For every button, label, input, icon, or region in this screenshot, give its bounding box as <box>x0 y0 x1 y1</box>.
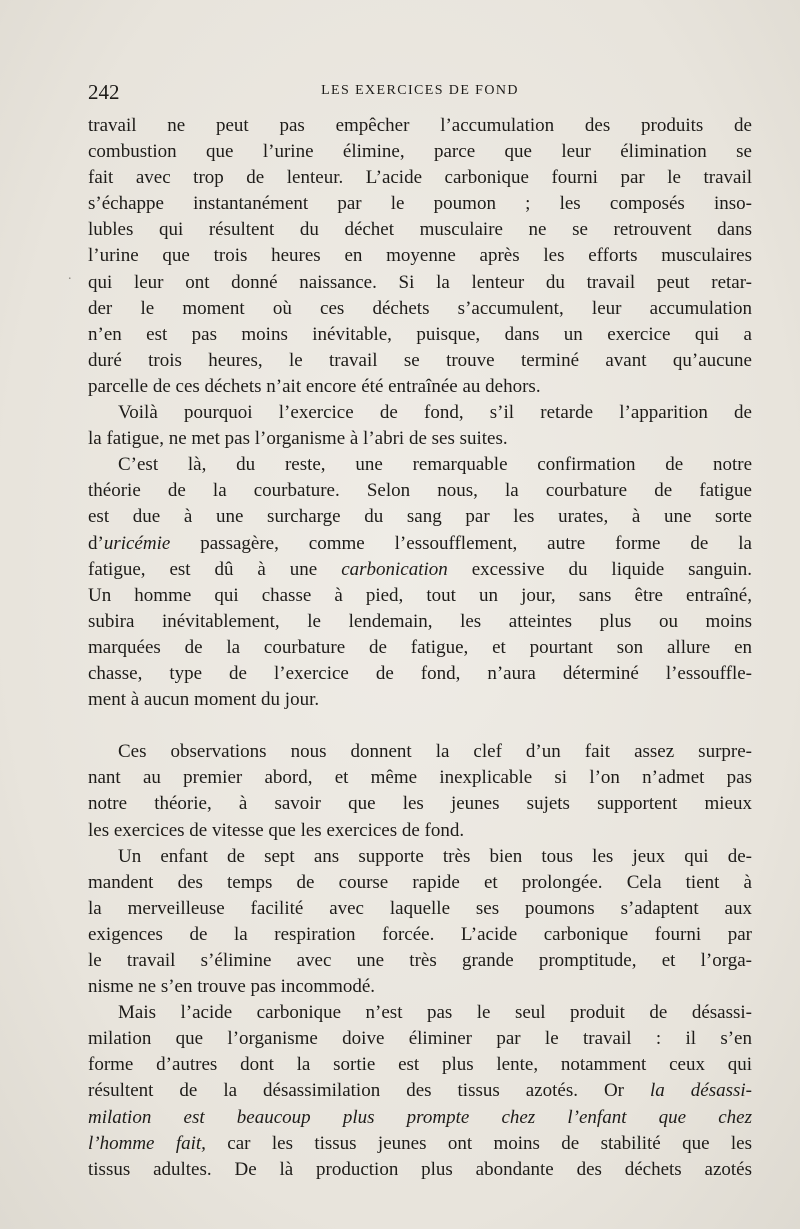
text-line: la fatigue, ne met pas l’organisme à l’abri de ses suites. <box>88 428 508 450</box>
text-fragment: car les tissus jeunes ont moins de stabilité que les <box>205 1132 752 1154</box>
text-line: duré trois heures, le travail se trouve terminé avant qu’aucune <box>88 349 752 371</box>
text-line: mandent des temps de course rapide et prolongée. Cela tient à <box>88 871 752 893</box>
text-fragment: excessive du liquide sanguin. <box>447 558 752 580</box>
page-number: 242 <box>88 80 120 104</box>
text-line: notre théorie, à savoir que les jeunes sujets supportent mieux <box>88 793 752 815</box>
text-line: qui leur ont donné naissance. Si la lenteur du travail peut retar- <box>88 271 752 293</box>
text-line-uricemie <box>88 531 752 557</box>
text-line: Mais l’acide carbonique n’est pas le seul produit de désassi- <box>118 1002 752 1024</box>
text-line: der le moment où ces déchets s’accumulent, leur accumulation <box>88 297 752 319</box>
text-line-italic <box>88 1105 752 1131</box>
text-line: C’est là, du reste, une remarquable confirmation de notre <box>118 454 752 476</box>
text-fragment: passagère, comme l’essoufflement, autre forme de la <box>170 532 752 554</box>
text-line: parcelle de ces déchets n’ait encore été entraînée au dehors. <box>88 375 541 397</box>
text-line: combustion que l’urine élimine, parce que leur élimination se <box>88 141 752 163</box>
italic-phrase: la désassi- <box>650 1080 753 1102</box>
italic-phrase: milation est beaucoup plus prompte chez l’enfant que chez <box>88 1106 752 1128</box>
section-break <box>88 713 752 739</box>
text-line: forme d’autres dont la sortie est plus lente, notamment ceux qui <box>88 1054 752 1076</box>
running-head: LES EXERCICES DE FOND <box>321 83 519 98</box>
text-line: exigences de la respiration forcée. L’acide carbonique fourni par <box>88 923 752 945</box>
body-text <box>88 113 752 1183</box>
text-fragment: d’ <box>88 532 104 554</box>
text-line-homme-fait <box>88 1131 752 1157</box>
text-line: Un homme qui chasse à pied, tout un jour, sans être entraîné, <box>88 584 752 606</box>
text-line: est due à une surcharge du sang par les urates, à une sorte <box>88 506 752 528</box>
text-line-desassimilation <box>88 1078 752 1104</box>
text-line: milation que l’organisme doive éliminer par le travail : il s’en <box>88 1028 752 1050</box>
italic-term-carbonication: carbonication <box>341 558 448 580</box>
page-header <box>88 80 752 106</box>
text-line: le travail s’élimine avec une très grande promptitude, et l’orga- <box>88 950 752 971</box>
italic-term-uricemie: uricémie <box>103 532 171 554</box>
text-line: Voilà pourquoi l’exercice de fond, s’il retarde l’apparition de <box>118 402 752 424</box>
text-line: fait avec trop de lenteur. L’acide carbonique fourni par le travail <box>88 167 752 189</box>
text-line: l’urine que trois heures en moyenne après les efforts musculaires <box>88 245 752 267</box>
text-line: n’en est pas moins inévitable, puisque, dans un exercice qui a <box>88 323 752 345</box>
text-line: subira inévitablement, le lendemain, les atteintes plus ou moins <box>88 610 752 632</box>
text-line: théorie de la courbature. Selon nous, la courbature de fatigue <box>88 480 752 502</box>
text-line: les exercices de vitesse que les exercices de fond. <box>88 819 465 841</box>
text-line: s’échappe instantanément par le poumon ; les composés inso- <box>88 193 752 215</box>
text-line: ment à aucun moment du jour. <box>88 689 320 711</box>
text-fragment: fatigue, est dû à une <box>88 558 342 580</box>
text-line: marquées de la courbature de fatigue, et pourtant son allure en <box>88 636 752 658</box>
margin-mark: . <box>68 268 72 283</box>
text-line: Ces observations nous donnent la clef d’un fait assez surpre- <box>118 741 752 763</box>
text-line: lubles qui résultent du déchet musculaire ne se retrouvent dans <box>88 219 752 241</box>
text-line: la merveilleuse facilité avec laquelle ses poumons s’adaptent aux <box>88 897 752 919</box>
italic-phrase: l’homme fait, <box>88 1132 206 1154</box>
text-line: Un enfant de sept ans supporte très bien tous les jeux qui de- <box>118 845 752 867</box>
text-line-carbonication <box>88 557 752 583</box>
text-line: chasse, type de l’exercice de fond, n’aura déterminé l’essouffle- <box>88 662 752 684</box>
text-line: nant au premier abord, et même inexplicable si l’on n’admet pas <box>88 767 752 789</box>
text-line: nisme ne s’en trouve pas incommodé. <box>88 976 376 998</box>
text-line: tissus adultes. De là production plus abondante des déchets azotés <box>88 1158 752 1180</box>
text-line: travail ne peut pas empêcher l’accumulation des produits de <box>88 115 752 136</box>
text-fragment: résultent de la désassimilation des tissus azotés. Or <box>88 1080 651 1102</box>
